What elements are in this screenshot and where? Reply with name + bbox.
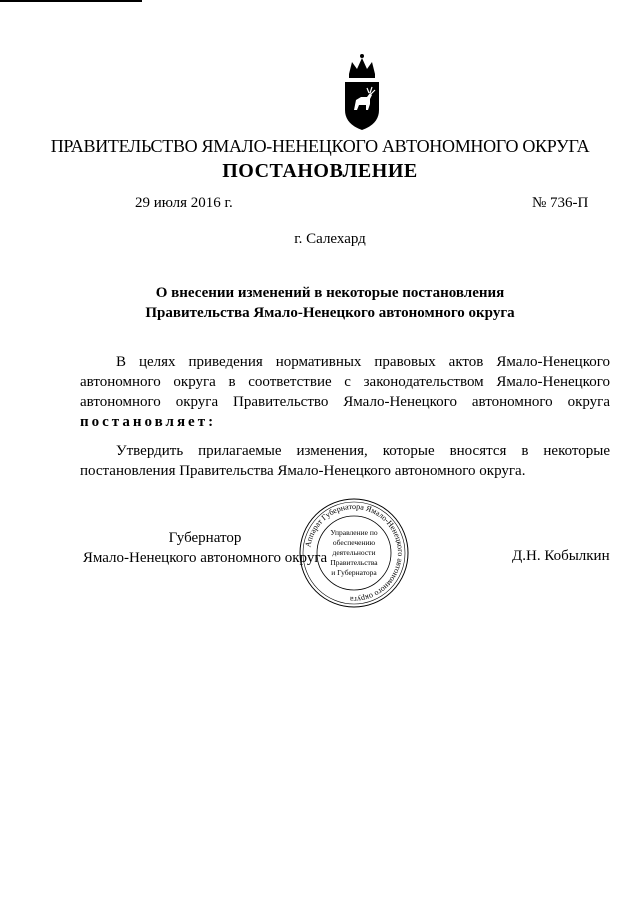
preamble-paragraph [80, 352, 610, 432]
top-rule [0, 0, 142, 2]
signatory-name: Д.Н. Кобылкин [512, 548, 610, 564]
government-name: ПРАВИТЕЛЬСТВО ЯМАЛО-НЕНЕЦКОГО АВТОНОМНОГО ОКРУГА [50, 136, 590, 156]
signatory-title: Губернатор [168, 530, 242, 546]
coat-of-arms-icon [339, 52, 385, 132]
seal-ring-text: Аппарат Губернатора Ямало-Ненецкого автономного округа [303, 501, 406, 605]
subject-line-1: О внесении изменений в некоторые постановления [155, 285, 505, 301]
seal-center-line-1: Управление по [330, 528, 378, 537]
resolution-paragraph [80, 441, 610, 481]
signatory-position [80, 528, 330, 568]
signatory-region: Ямало-Ненецкого автономного округа [82, 550, 328, 566]
document-type: ПОСТАНОВЛЕНИЕ [222, 160, 418, 182]
resolution-text: Утвердить прилагаемые изменения, которые вносятся в некоторые постановления Правительства Ямало-Ненецкого автономного округа. [80, 443, 610, 479]
official-seal-icon [298, 497, 410, 609]
decree-word: постановляет: [80, 414, 217, 430]
document-subject [0, 283, 640, 323]
seal-center-line-2: обеспечению [332, 538, 376, 547]
preamble-text: В целях приведения нормативных правовых актов Ямало-Ненецкого автономного округа в соответствие с законодательством Ямало-Ненецкого автономного округа Правительство Ямало-Ненецкого автономного округа [80, 354, 610, 410]
seal-center-line-4: Правительства [330, 558, 378, 567]
subject-line-2: Правительства Ямало-Ненецкого автономного округа [145, 305, 515, 321]
seal-center-line-3: деятельности [332, 548, 376, 557]
seal-center-line-5: и Губернатора [331, 568, 377, 577]
document-date: 29 июля 2016 г. [135, 195, 233, 211]
document-city: г. Салехард [294, 231, 366, 247]
document-number: № 736-П [532, 195, 589, 211]
